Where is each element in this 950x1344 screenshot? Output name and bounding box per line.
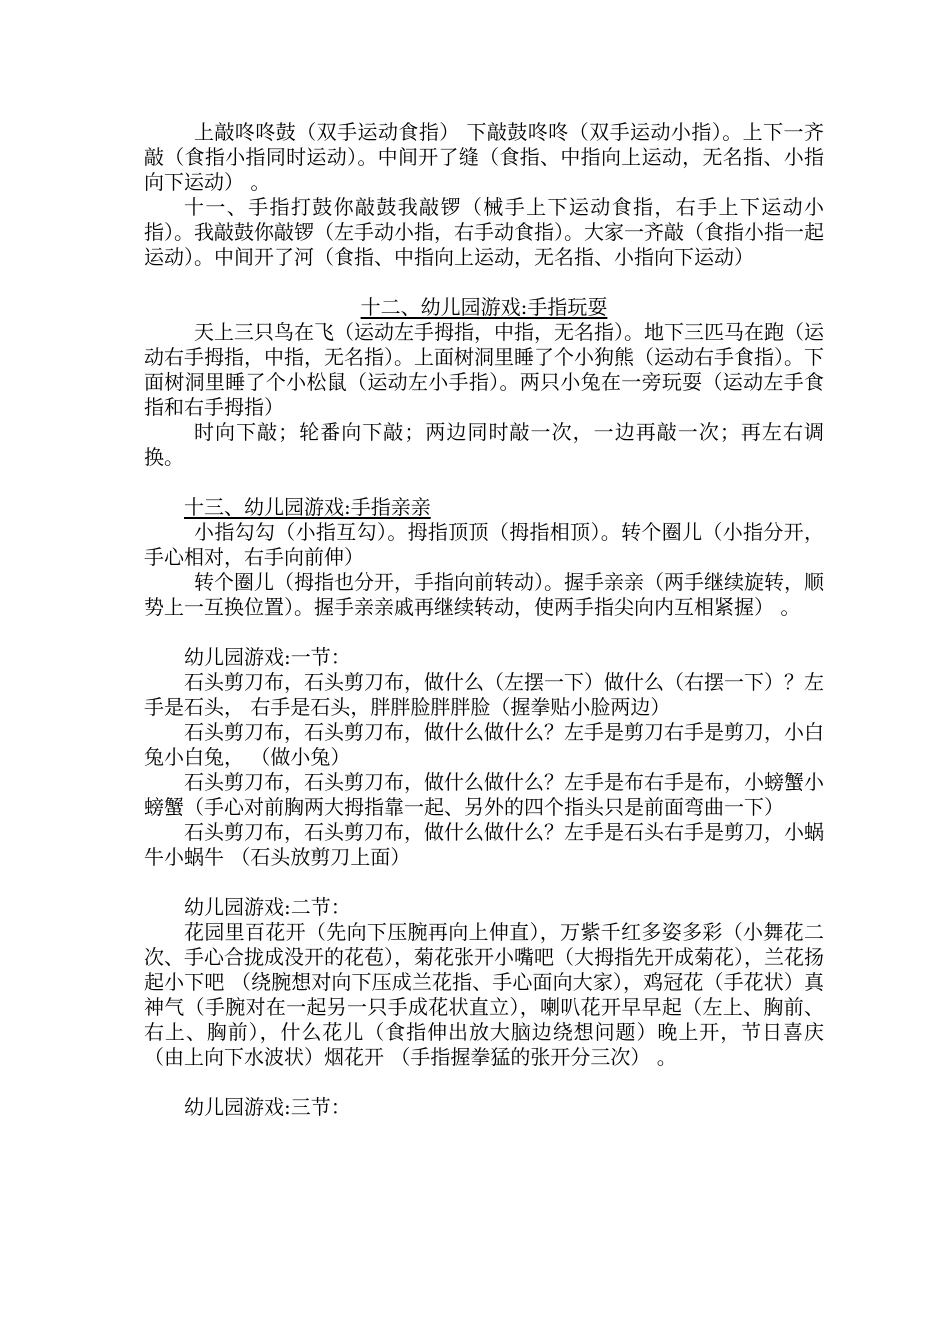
- paragraph: 小指勾勾（小指互勾）。拇指顶顶（拇指相顶）。转个圈儿（小指分开，手心相对，右手向前伸）: [144, 520, 824, 569]
- document-page: [144, 120, 824, 1120]
- spacer: [144, 620, 824, 645]
- paragraph: 时向下敲；轮番向下敲；两边同时敲一次，一边再敲一次；再左右调换。: [144, 420, 824, 469]
- paragraph: 转个圈儿（拇指也分开，手指向前转动）。握手亲亲（两手继续旋转，顺势上一互换位置）。握手亲亲戚再继续转动，使两手指尖向内互相紧握） 。: [144, 570, 824, 619]
- paragraph: 花园里百花开（先向下压腕再向上伸直），万紫千红多姿多彩（小舞花二次、手心合拢成没开的花苞），菊花张开小嘴吧（大拇指先开成菊花），兰花扬起小下吧 （绕腕想对向下压成兰花指、手心面向大家），鸡冠花（手花状）真神气（手腕对在一起另一只手成花状直立），喇叭花开早早起（左上、胸前、右上、胸前），什么花儿（食指伸出放大脑边绕想问题）晚上开，节日喜庆（由上向下水波状）烟花开 （手指握拳猛的张开分三次） 。: [144, 920, 824, 1069]
- paragraph: 石头剪刀布，石头剪刀布，做什么做什么？左手是布右手是布，小螃蟹小螃蟹（手心对前胸两大拇指靠一起、另外的四个指头只是前面弯曲一下）: [144, 770, 824, 819]
- paragraph: 十一、手指打鼓你敲鼓我敲锣（械手上下运动食指，右手上下运动小指）。我敲鼓你敲锣（左手动小指，右手动食指）。大家一齐敲（食指小指一起运动）。中间开了河（食指、中指向上运动，无名指、小指向下运动）: [144, 195, 824, 269]
- spacer: [144, 1070, 824, 1095]
- paragraph: 上敲咚咚鼓（双手运动食指） 下敲鼓咚咚（双手运动小指）。上下一齐敲（食指小指同时运动）。中间开了缝（食指、中指向上运动，无名指、小指向下运动） 。: [144, 120, 824, 194]
- paragraph: 天上三只鸟在飞（运动左手拇指，中指，无名指）。地下三匹马在跑（运动右手拇指，中指，无名指）。上面树洞里睡了个小狗熊（运动右手食指）。下面树洞里睡了个小松鼠（运动左小手指）。两只小兔在一旁玩耍（运动左手食指和右手拇指）: [144, 320, 824, 419]
- subsection-title: 幼儿园游戏:一节：: [184, 645, 351, 669]
- spacer: [144, 270, 824, 295]
- subsection-title: 幼儿园游戏:三节：: [184, 1095, 351, 1119]
- paragraph: 石头剪刀布，石头剪刀布，做什么做什么？左手是石头右手是剪刀，小蜗牛小蜗牛 （石头放剪刀上面）: [144, 820, 824, 869]
- spacer: [144, 470, 824, 495]
- paragraph: 石头剪刀布，石头剪刀布，做什么做什么？左手是剪刀右手是剪刀，小白兔小白兔， （做小兔）: [144, 720, 824, 769]
- subsection-title: 幼儿园游戏:二节：: [184, 895, 351, 919]
- section-heading: 十二、幼儿园游戏:手指玩耍: [360, 295, 608, 319]
- spacer: [144, 870, 824, 895]
- section-heading: 十三、幼儿园游戏:手指亲亲: [184, 495, 431, 519]
- paragraph: 石头剪刀布，石头剪刀布，做什么（左摆一下）做什么（右摆一下）？左手是石头， 右手是石头，胖胖脸胖胖脸（握拳贴小脸两边）: [144, 670, 824, 719]
